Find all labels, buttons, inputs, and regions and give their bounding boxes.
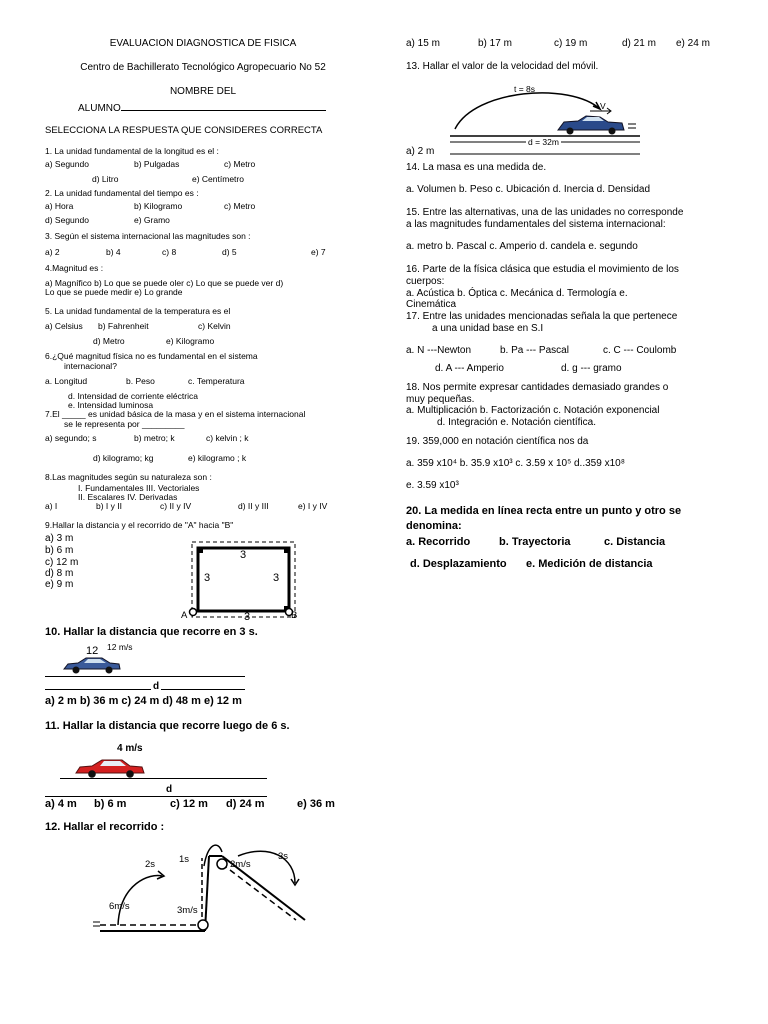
question-14: 14. La masa es una medida de. [406,162,547,173]
question-13: 13. Hallar el valor de la velocidad del móvil. [406,61,599,72]
q10-options[interactable]: a) 2 m b) 36 m c) 24 m d) 48 m e) 12 m [45,695,242,707]
q12-option-c[interactable]: c) 19 m [554,38,588,49]
q2-option-e[interactable]: e) Gramo [134,215,170,225]
q12-time-2s: 2s [145,859,156,870]
question-3: 3. Según el sistema internacional las magnitudes son : [45,231,251,241]
square-top-label: 3 [240,549,247,561]
q12-option-a[interactable]: a) 15 m [406,38,440,49]
q2-option-c[interactable]: c) Metro [224,201,256,211]
q11-option-a[interactable]: a) 4 m [45,798,77,810]
q13-time-label: t = 8s [514,84,536,94]
q20-option-d[interactable]: d. Desplazamiento [410,558,507,570]
q13-distance-label: d = 32m [528,137,559,147]
q10-speed-number: 12 [86,645,99,657]
q12-option-d[interactable]: d) 21 m [622,38,656,49]
q11-option-b[interactable]: b) 6 m [94,798,127,810]
question-4: 4.Magnitud es : [45,263,104,273]
question-17-line-1: 17. Entre las unidades mencionadas señala la que pertenece [406,311,678,322]
q5-option-c[interactable]: c) Kelvin [198,321,231,331]
q5-option-a[interactable]: a) Celsius [45,321,83,331]
q11-road-line [60,778,267,779]
q17-option-d[interactable]: d. A --- Amperio [435,363,504,374]
question-1: 1. La unidad fundamental de la longitud es el : [45,146,219,156]
question-11: 11. Hallar la distancia que recorre luego de 6 s. [45,720,290,732]
velocity-figure [450,84,640,159]
q5-option-d[interactable]: d) Metro [93,336,125,346]
q9-option-b[interactable]: b) 6 m [45,545,74,556]
q8-option-a[interactable]: a) I [45,501,58,511]
q3-option-d[interactable]: d) 5 [222,247,237,257]
q11-speed-label: 4 m/s [117,743,143,754]
q6-option-d[interactable]: d. Intensidad de corriente eléctrica [68,391,198,401]
q9-option-a[interactable]: a) 3 m [45,533,74,544]
q15-options[interactable]: a. metro b. Pascal c. Amperio d. candela e. segundo [406,241,638,252]
q2-option-b[interactable]: b) Kilogramo [134,201,183,211]
q20-option-a[interactable]: a. Recorrido [406,536,471,548]
question-16-line-1: 16. Parte de la física clásica que estudia el movimiento de los [406,264,679,275]
square-bottom-label: 3 [244,611,251,623]
question-12: 12. Hallar el recorrido : [45,821,165,833]
question-8: 8.Las magnitudes según su naturaleza son : [45,472,212,482]
q18-options-line-2[interactable]: d. Integración e. Notación científica. [437,417,596,428]
question-5: 5. La unidad fundamental de la temperatura es el [45,306,231,316]
document-title: EVALUACION DIAGNOSTICA DE FISICA [109,38,297,49]
q20-option-b[interactable]: b. Trayectoria [499,536,571,548]
q9-option-d[interactable]: d) 8 m [45,568,74,579]
q8-item-i-iii: I. Fundamentales III. Vectoriales [78,483,200,493]
q13-velocity-label: V [600,101,606,111]
q10-road-line [45,676,245,677]
q12-option-e[interactable]: e) 24 m [676,38,710,49]
question-18-line-1: 18. Nos permite expresar cantidades demasiado grandes o [406,382,669,393]
q6-option-a[interactable]: a. Longitud [45,376,88,386]
question-6-line-1: 6.¿Qué magnitud física no es fundamental en el sistema [45,351,258,361]
question-17-line-2: a una unidad base en S.I [432,323,544,334]
question-16-line-2: cuerpos: [406,276,445,287]
q9-option-c[interactable]: c) 12 m [45,557,79,568]
question-6-line-2: internacional? [64,361,117,371]
q7-option-b[interactable]: b) metro; k [134,433,175,443]
q1-option-b[interactable]: b) Pulgadas [134,159,180,169]
name-field[interactable] [121,101,326,111]
q8-option-b[interactable]: b) I y II [96,501,122,511]
question-7-line-2: se le representa por _________ [64,419,185,429]
question-9: 9.Hallar la distancia y el recorrido de "A" hacia "B" [45,520,234,530]
q11-option-e[interactable]: e) 36 m [297,798,335,810]
q8-item-ii-iv: II. Escalares IV. Derivadas [78,492,178,502]
q17-option-a[interactable]: a. N ---Newton [406,345,472,356]
q16-options-line-2[interactable]: Cinemática [406,299,457,310]
q12-time-3s: 3s [278,851,289,862]
point-a-label: A [181,610,188,621]
q9-option-e[interactable]: e) 9 m [45,579,74,590]
question-15-line-1: 15. Entre las alternativas, una de las unidades no corresponde [406,207,684,218]
q8-option-c[interactable]: c) II y IV [160,501,192,511]
name-label: NOMBRE DEL [169,86,237,97]
q3-option-e[interactable]: e) 7 [311,247,326,257]
q8-option-d[interactable]: d) II y III [238,501,269,511]
question-7-line-1: 7.El _____ es unidad básica de la masa y en el sistema internacional [45,409,306,419]
q12-time-1s: 1s [179,854,190,865]
q12-speed-6: 6m/s [109,901,130,912]
q3-option-b[interactable]: b) 4 [106,247,121,257]
question-18-line-2: muy pequeñas. [406,394,475,405]
question-20-line-1: 20. La medida en línea recta entre un punto y otro se [406,505,682,517]
q19-option-e[interactable]: e. 3.59 x10³ [406,480,459,491]
question-20-line-2: denomina: [406,520,462,532]
q7-option-c[interactable]: c) kelvin ; k [206,433,249,443]
q13-option-a[interactable]: a) 2 m [406,146,435,157]
q12-option-b[interactable]: b) 17 m [478,38,512,49]
q4-options-line-2[interactable]: Lo que se puede medir e) Lo grande [45,287,183,297]
q10-distance-label: d [153,681,160,692]
q17-option-b[interactable]: b. Pa --- Pascal [500,345,569,356]
red-car-icon [74,757,146,779]
q4-options-line-1[interactable]: a) Magnífico b) Lo que se puede oler c) Lo que se puede ver d) [45,278,284,288]
q14-options[interactable]: a. Volumen b. Peso c. Ubicación d. Inercia d. Densidad [406,184,651,195]
q3-option-c[interactable]: c) 8 [162,247,177,257]
q12-speed-2: 2m/s [230,859,251,870]
q3-option-a[interactable]: a) 2 [45,247,60,257]
question-2: 2. La unidad fundamental del tiempo es : [45,188,199,198]
q1-option-e[interactable]: e) Centímetro [192,174,244,184]
question-19: 19. 359,000 en notación científica nos da [406,436,589,447]
q2-option-a[interactable]: a) Hora [45,201,74,211]
q6-option-b[interactable]: b. Peso [126,376,155,386]
q1-option-c[interactable]: c) Metro [224,159,256,169]
q16-options-line-1[interactable]: a. Acústica b. Óptica c. Mecánica d. Termología e. [406,288,628,299]
question-15-line-2: a las magnitudes fundamentales del sistema internacional: [406,219,666,230]
question-10: 10. Hallar la distancia que recorre en 3 s. [45,626,258,638]
q17-option-c[interactable]: c. C --- Coulomb [603,345,677,356]
q11-option-c[interactable]: c) 12 m [170,798,208,810]
q6-option-e[interactable]: e. Intensidad luminosa [68,400,154,410]
q1-option-a[interactable]: a) Segundo [45,159,89,169]
square-left-label: 3 [204,572,211,584]
q11-distance-label: d [166,784,173,795]
q7-option-a[interactable]: a) segundo; s [45,433,97,443]
q19-options[interactable]: a. 359 x10⁴ b. 35.9 x10³ c. 3.59 x 10⁵ d..359 x10⁸ [406,458,625,469]
instruction: SELECCIONA LA RESPUESTA QUE CONSIDERES CORRECTA [45,125,323,136]
q11-distance-line [45,796,267,797]
square-right-label: 3 [273,572,280,584]
q20-option-c[interactable]: c. Distancia [604,536,666,548]
q8-option-e[interactable]: e) I y IV [298,501,328,511]
q10-speed-label: 12 m/s [107,642,133,652]
q10-distance-line [45,689,245,690]
q5-option-e[interactable]: e) Kilogramo [166,336,215,346]
school-name: Centro de Bachillerato Tecnológico Agropecuario No 52 [80,62,326,73]
student-label: ALUMNO [78,101,326,114]
blue-car-icon [62,655,122,675]
q1-option-d[interactable]: d) Litro [92,174,119,184]
q6-option-c[interactable]: c. Temperatura [188,376,245,386]
q12-speed-3: 3m/s [177,905,198,916]
q7-option-d[interactable]: d) kilogramo; kg [93,453,154,463]
q5-option-b[interactable]: b) Fahrenheit [98,321,149,331]
q2-option-d[interactable]: d) Segundo [45,215,89,225]
q18-options-line-1[interactable]: a. Multiplicación b. Factorización c. Notación exponencial [406,405,660,416]
q20-option-e[interactable]: e. Medición de distancia [526,558,653,570]
point-b-label: B [291,610,298,621]
q17-option-e[interactable]: d. g --- gramo [561,363,622,374]
q11-option-d[interactable]: d) 24 m [226,798,265,810]
q7-option-e[interactable]: e) kilogramo ; k [188,453,247,463]
